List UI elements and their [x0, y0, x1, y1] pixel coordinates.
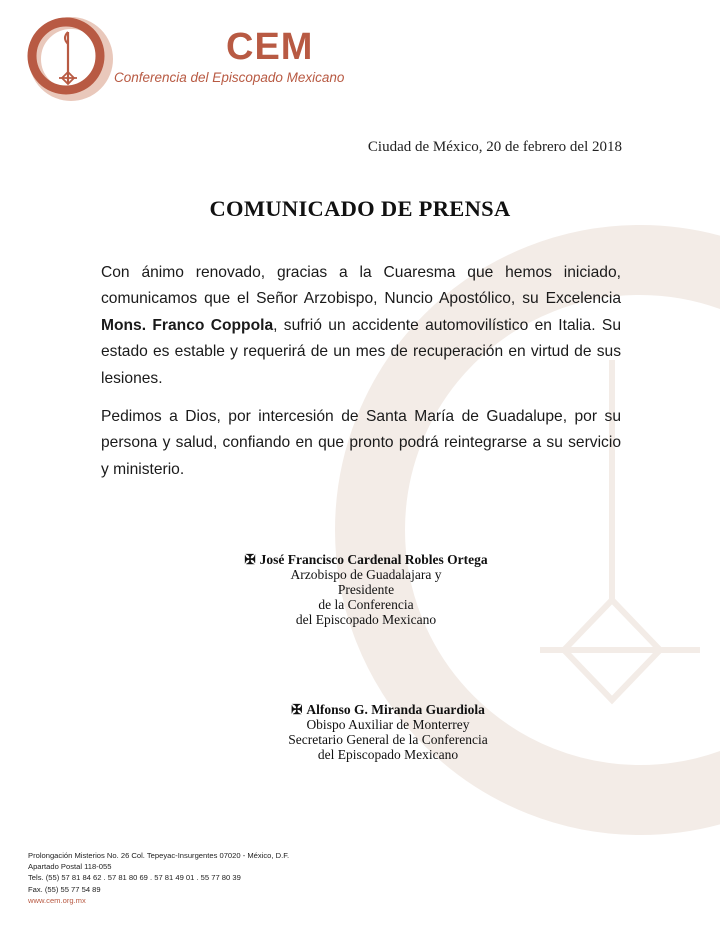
paragraph-2: Pedimos a Dios, por intercesión de Santa María de Guadalupe, por su persona y salud, confiando en que pronto podrá reintegrarse a su servicio y ministerio. — [101, 408, 621, 478]
footer-po-box: Apartado Postal 118-055 — [28, 862, 112, 872]
maltese-cross-icon: ✠ — [291, 702, 303, 717]
signatory-name: Alfonso G. Miranda Guardiola — [306, 702, 485, 717]
footer-address: Prolongación Misterios No. 26 Col. Tepeyac-Insurgentes 07020 - México, D.F. — [28, 851, 290, 860]
signatory-role-line: Presidente — [337, 582, 395, 597]
footer-contact — [28, 850, 289, 906]
cem-logo-icon — [26, 14, 116, 104]
brand-subtitle: Conferencia del Episcopado Mexicano — [114, 70, 345, 85]
document-title: COMUNICADO DE PRENSA — [209, 196, 511, 221]
nuncio-name: Mons. Franco Coppola — [101, 316, 274, 334]
paragraph-1-text-start: Con ánimo renovado, gracias a la Cuaresma que hemos iniciado, comunicamos que el Señor Arzobispo, Nuncio Apostólico, su Excelencia — [101, 264, 621, 308]
signatory-role-line: del Episcopado Mexicano — [295, 612, 437, 627]
signatory-role-line: del Episcopado Mexicano — [317, 747, 459, 762]
signatory-role-line: Arzobispo de Guadalajara y — [290, 567, 442, 582]
footer-website-link[interactable]: www.cem.org.mx — [28, 895, 86, 905]
brand-name: CEM — [226, 26, 314, 68]
maltese-cross-icon: ✠ — [244, 552, 256, 567]
paragraph-1-text-end: , sufrió un accidente automovilístico en Italia. Su estado es estable y requerirá de un mes de recuperación en virtud de sus lesiones. — [101, 316, 621, 387]
signatory-name: José Francisco Cardenal Robles Ortega — [259, 552, 488, 567]
paragraph-1 — [101, 260, 621, 392]
signatory-role-line: Obispo Auxiliar de Monterrey — [306, 717, 470, 732]
signatory-role-line: Secretario General de la Conferencia — [288, 732, 488, 747]
document-body — [101, 260, 621, 483]
signature-block-president — [237, 552, 495, 627]
signature-block-secretary — [283, 702, 493, 762]
signatory-role-line: de la Conferencia — [318, 597, 414, 612]
footer-phones: Tels. (55) 57 81 84 62 . 57 81 80 69 . 57 81 49 01 . 55 77 80 39 — [28, 873, 241, 883]
footer-fax: Fax. (55) 55 77 54 89 — [28, 884, 101, 894]
dateline: Ciudad de México, 20 de febrero del 2018 — [367, 139, 622, 155]
